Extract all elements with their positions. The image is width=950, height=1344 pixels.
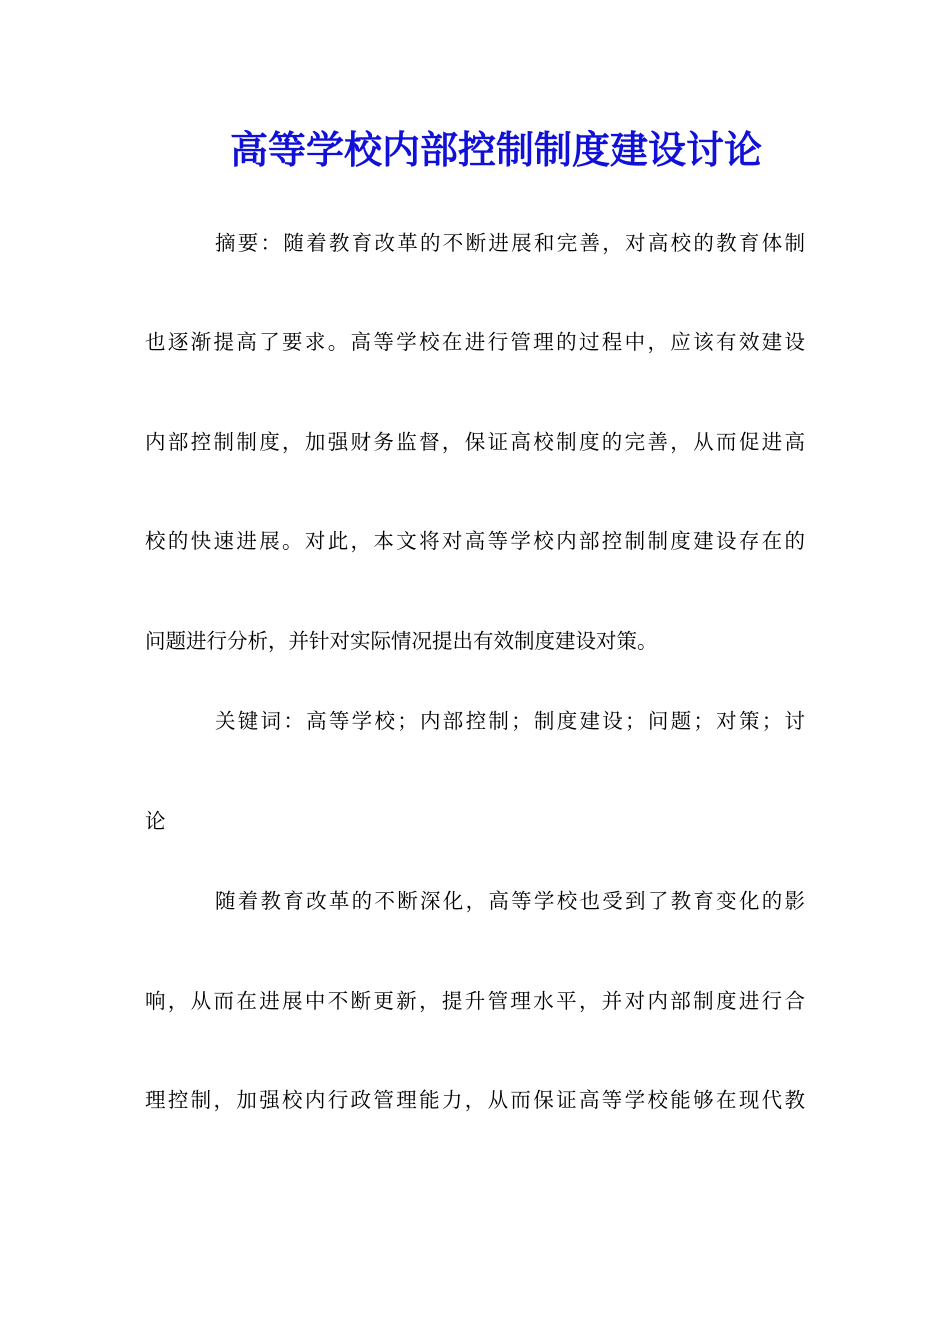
abstract-line: 问题进行分析，并针对实际情况提出有效制度建设对策。 xyxy=(145,629,658,653)
body-line: 响，从而在进展中不断更新，提升管理水平，并对内部制度进行合 xyxy=(145,989,805,1013)
keywords-line: 论 xyxy=(145,809,166,833)
abstract-line: 摘要：随着教育改革的不断进展和完善，对高校的教育体制 xyxy=(215,231,805,255)
keywords-line: 关键词：高等学校；内部控制；制度建设；问题；对策；讨 xyxy=(215,709,805,733)
body-line: 理控制，加强校内行政管理能力，从而保证高等学校能够在现代教 xyxy=(145,1088,805,1112)
body-line: 随着教育改革的不断深化，高等学校也受到了教育变化的影 xyxy=(215,889,805,913)
abstract-line: 内部控制制度，加强财务监督，保证高校制度的完善，从而促进高 xyxy=(145,430,805,454)
abstract-line: 校的快速进展。对此，本文将对高等学校内部控制制度建设存在的 xyxy=(145,529,805,553)
abstract-line: 也逐渐提高了要求。高等学校在进行管理的过程中，应该有效建设 xyxy=(145,330,805,354)
document-title: 高等学校内部控制制度建设讨论 xyxy=(229,127,762,172)
